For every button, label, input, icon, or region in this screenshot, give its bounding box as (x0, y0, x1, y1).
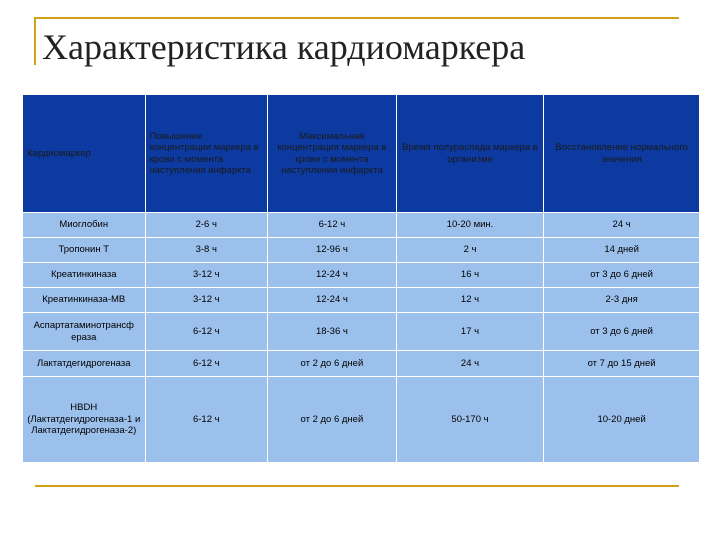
table-row (23, 377, 700, 463)
cell-half-life: 16 ч (396, 263, 543, 288)
cell-peak: от 2 до 6 дней (268, 351, 397, 377)
cell-marker: Тропонин Т (23, 238, 146, 263)
cell-peak: 18-36 ч (268, 313, 397, 351)
cell-peak: от 2 до 6 дней (268, 377, 397, 463)
header-peak: Максимальная концентрация маркера в крови с момента наступления инфаркта (268, 95, 397, 213)
cell-marker: HBDH (Лактатдегидрогеназа-1 и Лактатдегидрогеназа-2) (23, 377, 146, 463)
header-recovery: Восстановление нормального значения (544, 95, 700, 213)
cell-recovery: 10-20 дней (544, 377, 700, 463)
table-row (23, 213, 700, 238)
cell-recovery: от 3 до 6 дней (544, 263, 700, 288)
cell-half-life: 12 ч (396, 288, 543, 313)
cell-half-life: 2 ч (396, 238, 543, 263)
cell-recovery: 14 дней (544, 238, 700, 263)
cell-marker: Лактатдегидрогеназа (23, 351, 146, 377)
cardiomarker-table (22, 94, 700, 463)
cell-half-life: 17 ч (396, 313, 543, 351)
cell-rise: 6-12 ч (145, 351, 268, 377)
cell-recovery: от 3 до 6 дней (544, 313, 700, 351)
cell-half-life: 50-170 ч (396, 377, 543, 463)
cell-rise: 2-6 ч (145, 213, 268, 238)
cell-half-life: 10-20 мин. (396, 213, 543, 238)
header-rise: Повышение концентрации маркера в крови с момента наступления инфаркта (145, 95, 268, 213)
cell-rise: 3-12 ч (145, 263, 268, 288)
table-row (23, 313, 700, 351)
header-half-life: Время полураспада маркера в организме (396, 95, 543, 213)
page-title: Характеристика кардиомаркера (42, 27, 526, 67)
cell-recovery: от 7 до 15 дней (544, 351, 700, 377)
cell-peak: 12-24 ч (268, 263, 397, 288)
cell-marker: Креатинкиназа-MB (23, 288, 146, 313)
header-marker: Кардиомаркер (23, 95, 146, 213)
cell-marker: Миоглобин (23, 213, 146, 238)
cell-recovery: 2-3 дня (544, 288, 700, 313)
cell-peak: 12-24 ч (268, 288, 397, 313)
cell-rise: 6-12 ч (145, 313, 268, 351)
cell-rise: 3-8 ч (145, 238, 268, 263)
cell-rise: 3-12 ч (145, 288, 268, 313)
table-row (23, 351, 700, 377)
cell-peak: 12-96 ч (268, 238, 397, 263)
cell-marker: Аспартатаминотрансф ераза (23, 313, 146, 351)
cell-recovery: 24 ч (544, 213, 700, 238)
table-row (23, 263, 700, 288)
table-row (23, 238, 700, 263)
table-header-row (23, 95, 700, 213)
cell-marker: Креатинкиназа (23, 263, 146, 288)
cell-half-life: 24 ч (396, 351, 543, 377)
cell-peak: 6-12 ч (268, 213, 397, 238)
bottom-accent-line (35, 485, 679, 487)
table-row (23, 288, 700, 313)
top-accent-line (35, 17, 679, 19)
left-accent-line (34, 17, 36, 65)
cell-rise: 6-12 ч (145, 377, 268, 463)
